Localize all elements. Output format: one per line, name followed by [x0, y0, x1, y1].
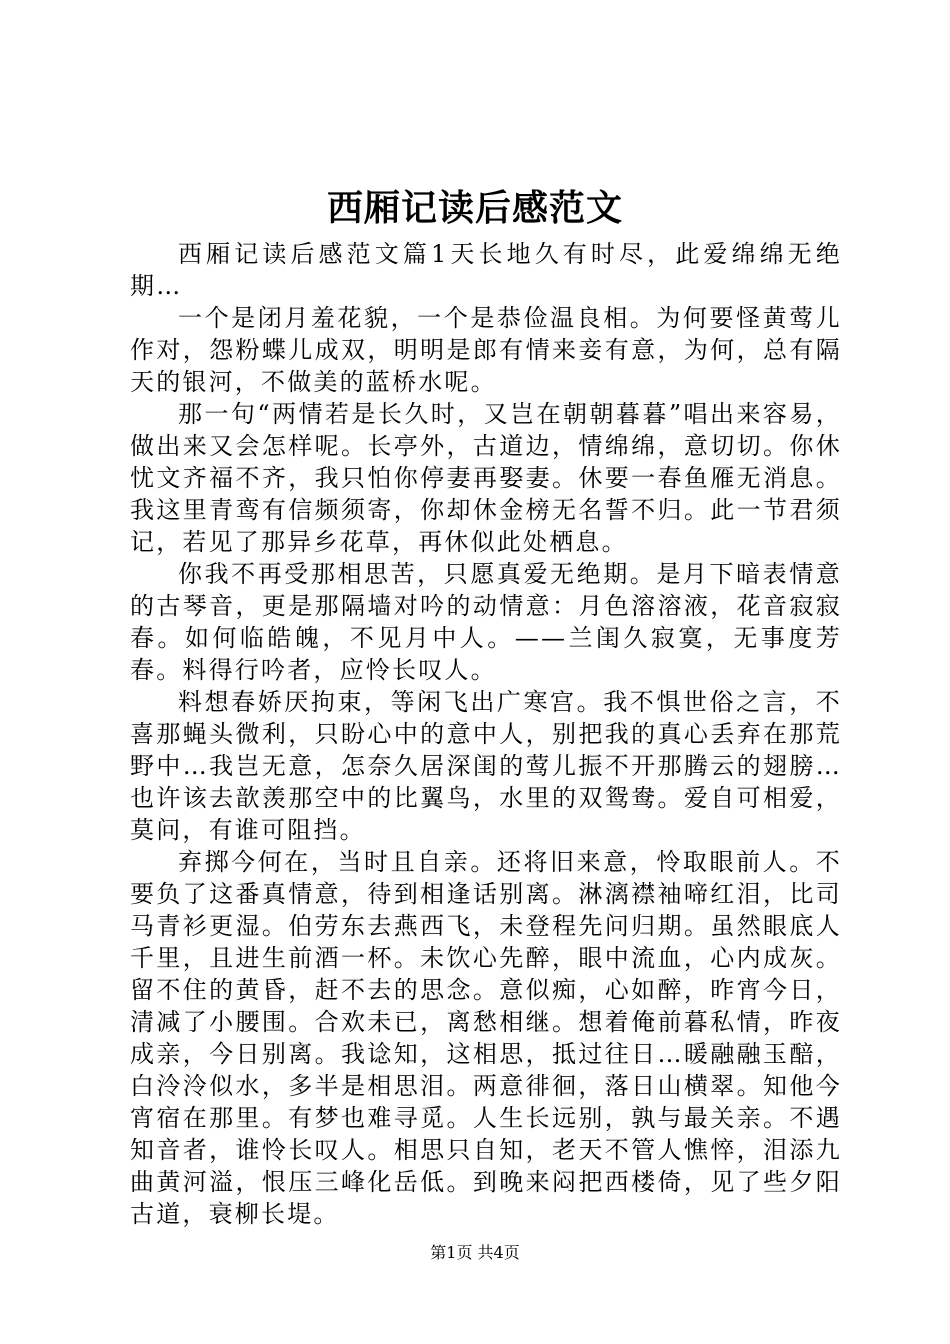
document-body	[130, 238, 842, 1230]
page-number-footer: 第1页 共4页	[430, 1243, 520, 1262]
paragraph: 一个是闭月羞花貌，一个是恭俭温良相。为何要怪黄莺儿作对，怨粉蝶儿成双，明明是郎有情来妾有意，为何，总有隔天的银河，不做美的蓝桥水呢。	[130, 304, 842, 396]
paragraph: 西厢记读后感范文篇1天长地久有时尽，此爱绵绵无绝期…	[130, 240, 842, 300]
paragraph: 那一句“两情若是长久时，又岂在朝朝暮暮”唱出来容易，做出来又会怎样呢。长亭外，古道边，情绵绵，意切切。你休忧文齐福不齐，我只怕你停妻再娶妻。休要一春鱼雁无消息。我这里青鸾有信频须寄，你却休金榜无名誓不归。此一节君须记，若见了那异乡花草，再休似此处栖息。	[130, 400, 842, 556]
paragraph: 你我不再受那相思苦，只愿真爱无绝期。是月下暗表情意的古琴音，更是那隔墙对吟的动情意：月色溶溶液，花音寂寂春。如何临皓魄，不见月中人。——兰闺久寂寞，无事度芳春。料得行吟者，应怜长叹人。	[130, 560, 842, 684]
paragraph: 料想春娇厌拘束，等闲飞出广寒宫。我不惧世俗之言，不喜那蝇头微利，只盼心中的意中人，别把我的真心丢弃在那荒野中…我岂无意，怎奈久居深闺的莺儿振不开那腾云的翅膀…也许该去歆羡那空中的比翼鸟，水里的双鸳鸯。爱自可相爱，莫问，有谁可阻挡。	[130, 688, 842, 844]
document-title: 西厢记读后感范文	[326, 187, 623, 229]
paragraph: 弃掷今何在，当时且自亲。还将旧来意，怜取眼前人。不要负了这番真情意，待到相逢话别离。淋漓襟袖啼红泪，比司马青衫更湿。伯劳东去燕西飞，未登程先问归期。虽然眼底人千里，且进生前酒一杯。未饮心先醉，眼中流血，心内成灰。留不住的黄昏，赶不去的思念。意似痴，心如醉，昨宵今日，清减了小腰围。合欢未已，离愁相继。想着俺前暮私情，昨夜成亲，今日别离。我谂知，这相思，抵过往日…暖融融玉醅，白泠泠似水，多半是相思泪。两意徘徊，落日山横翠。知他今宵宿在那里。有梦也难寻觅。人生长远别，孰与最关亲。不遇知音者，谁怜长叹人。相思只自知，老天不管人憔悴，泪添九曲黄河溢，恨压三峰化岳低。到晚来闷把西楼倚，见了些夕阳古道，衰柳长堤。	[130, 848, 842, 1228]
